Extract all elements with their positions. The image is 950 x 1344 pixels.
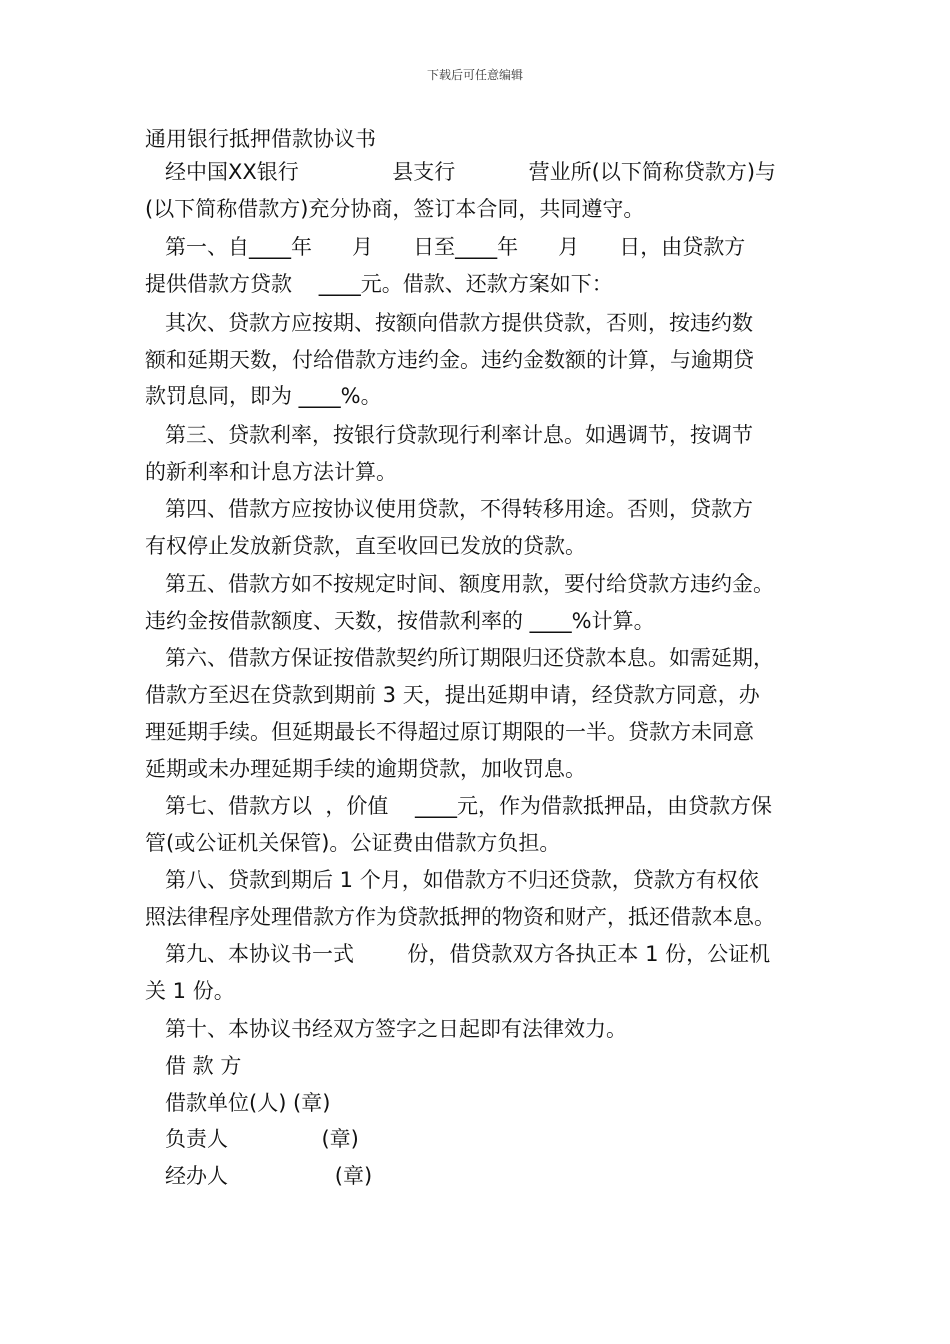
signature-person-in-charge-line: 负责人 (章) bbox=[165, 1127, 359, 1151]
paragraph-line: 违约金按借款额度、天数，按借款利率的 ____%计算。 bbox=[145, 609, 655, 633]
paragraph-line: 第三、贷款利率，按银行贷款现行利率计息。如遇调节，按调节 bbox=[165, 423, 753, 447]
paragraph-line: 关 1 份。 bbox=[145, 979, 235, 1003]
paragraph-line: 第七、借款方以 ，价值 ____元，作为借款抵押品，由贷款方保 bbox=[165, 794, 773, 818]
paragraph-line: 有权停止发放新贷款，直至收回已发放的贷款。 bbox=[145, 534, 586, 558]
paragraph-line: 第六、借款方保证按借款契约所订期限归还贷款本息。如需延期， bbox=[165, 646, 774, 670]
paragraph-line: 理延期手续。但延期最长不得超过原订期限的一半。贷款方未同意 bbox=[145, 720, 754, 744]
page-header-note: 下载后可任意编辑 bbox=[426, 68, 523, 82]
document-title: 通用银行抵押借款协议书 bbox=[145, 127, 376, 151]
paragraph-line: 延期或未办理延期手续的逾期贷款，加收罚息。 bbox=[145, 757, 586, 781]
paragraph-line: 照法律程序处理借款方作为贷款抵押的物资和财产，抵还借款本息。 bbox=[145, 905, 775, 929]
paragraph-line: 第四、借款方应按协议使用贷款，不得转移用途。否则，贷款方 bbox=[165, 497, 753, 521]
paragraph-line: 额和延期天数，付给借款方违约金。违约金数额的计算，与逾期贷 bbox=[145, 348, 754, 372]
signature-handler-line: 经办人 (章) bbox=[165, 1164, 373, 1188]
paragraph-line: 其次、贷款方应按期、按额向借款方提供贷款，否则，按违约数 bbox=[165, 311, 753, 335]
paragraph-line: 借款方至迟在贷款到期前 3 天，提出延期申请，经贷款方同意，办 bbox=[145, 683, 760, 707]
paragraph-line: 的新利率和计息方法计算。 bbox=[145, 460, 397, 484]
paragraph-line: 第十、本协议书经双方签字之日起即有法律效力。 bbox=[165, 1017, 627, 1041]
signature-unit-line: 借款单位(人) (章) bbox=[165, 1091, 331, 1115]
paragraph-line: (以下简称借款方)充分协商，签订本合同，共同遵守。 bbox=[145, 197, 645, 221]
paragraph-line: 款罚息同，即为 ____%。 bbox=[145, 384, 382, 408]
paragraph-line: 提供借款方贷款 ____元。借款、还款方案如下： bbox=[145, 272, 613, 296]
paragraph-line: 第五、借款方如不按规定时间、额度用款，要付给贷款方违约金。 bbox=[165, 572, 774, 596]
paragraph-line: 第一、自____年 月 日至____年 月 日，由贷款方 bbox=[165, 235, 746, 259]
paragraph-line: 管(或公证机关保管)。公证费由借款方负担。 bbox=[145, 831, 561, 855]
paragraph-line: 第八、贷款到期后 1 个月，如借款方不归还贷款，贷款方有权依 bbox=[165, 868, 759, 892]
paragraph-line: 第九、本协议书一式 份，借贷款双方各执正本 1 份，公证机 bbox=[165, 942, 771, 966]
signature-borrower-heading: 借 款 方 bbox=[165, 1054, 242, 1078]
paragraph-line: 经中国XX银行 县支行 营业所(以下简称贷款方)与 bbox=[165, 160, 777, 184]
